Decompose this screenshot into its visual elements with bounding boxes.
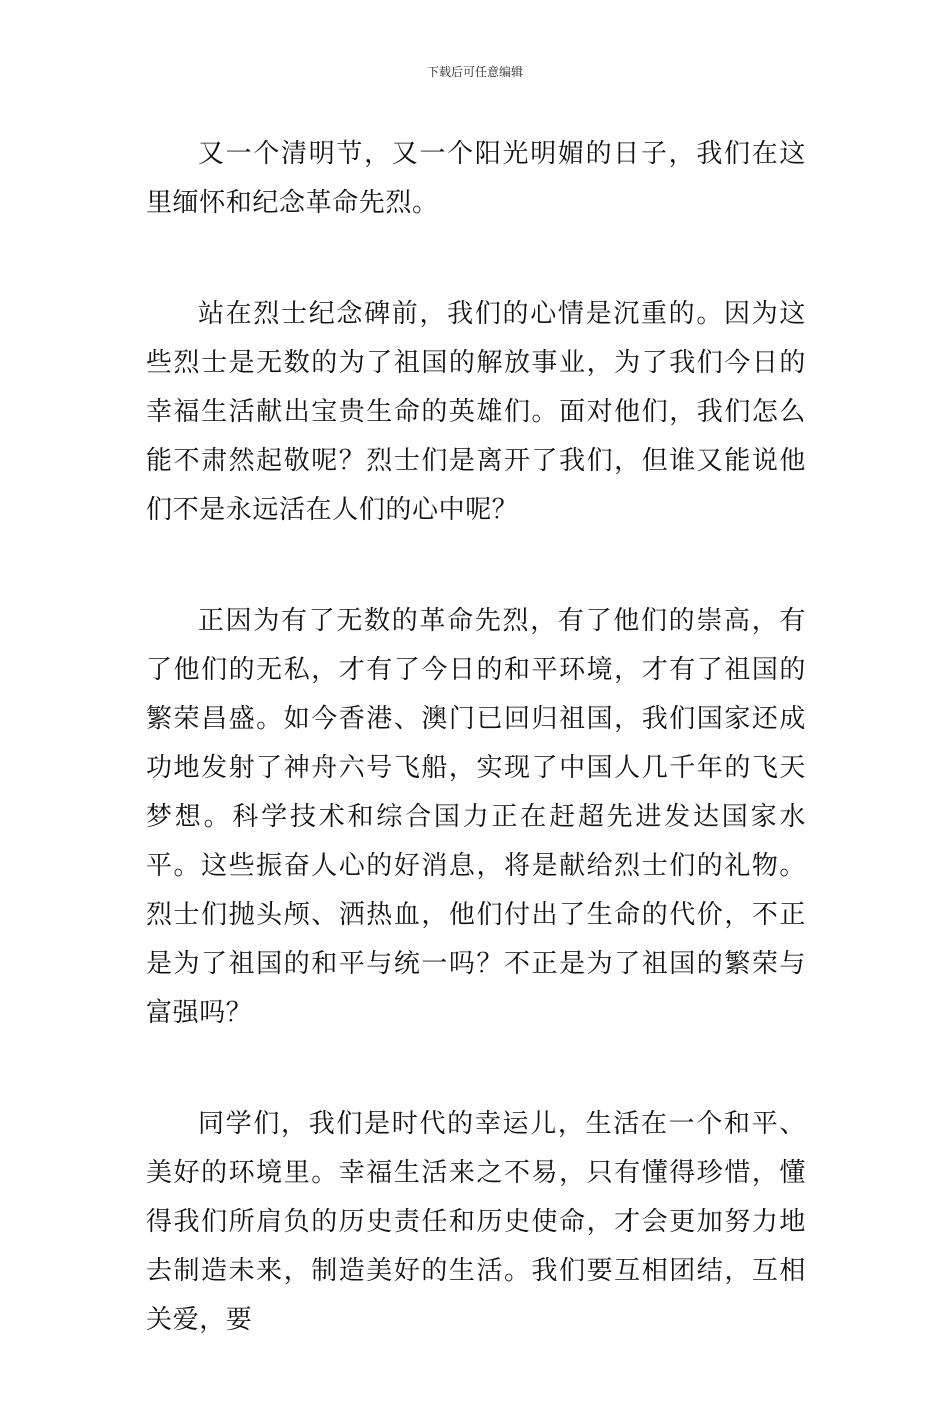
paragraph-1: 又一个清明节，又一个阳光明媚的日子，我们在这里缅怀和纪念革命先烈。	[146, 139, 806, 218]
paragraph-3: 正因为有了无数的革命先烈，有了他们的崇高，有了他们的无私，才有了今日的和平环境，才有了祖国的繁荣昌盛。如今香港、澳门已回归祖国，我们国家还成功地发射了神舟六号飞船，实现了中国人几千年的飞天梦想。科学技术和综合国力正在赶超先进发达国家水平。这些振奋人心的好消息，将是献给烈士们的礼物。烈士们抛头颅、洒热血，他们付出了生命的代价，不正是为了祖国的和平与统一吗？不正是为了祖国的繁荣与富强吗？	[146, 606, 806, 1028]
page-header-note: 下载后可任意编辑	[426, 65, 523, 79]
document-body	[146, 130, 806, 1407]
paragraph-4: 同学们，我们是时代的幸运儿，生活在一个和平、美好的环境里。幸福生活来之不易，只有懂得珍惜，懂得我们所肩负的历史责任和历史使命，才会更加努力地去制造未来，制造美好的生活。我们要互相团结，互相关爱，要	[146, 1109, 806, 1335]
paragraph-2: 站在烈士纪念碑前，我们的心情是沉重的。因为这些烈士是无数的为了祖国的解放事业，为了我们今日的幸福生活献出宝贵生命的英雄们。面对他们，我们怎么能不肃然起敬呢？烈士们是离开了我们，但谁又能说他们不是永远活在人们的心中呢？	[146, 299, 806, 525]
